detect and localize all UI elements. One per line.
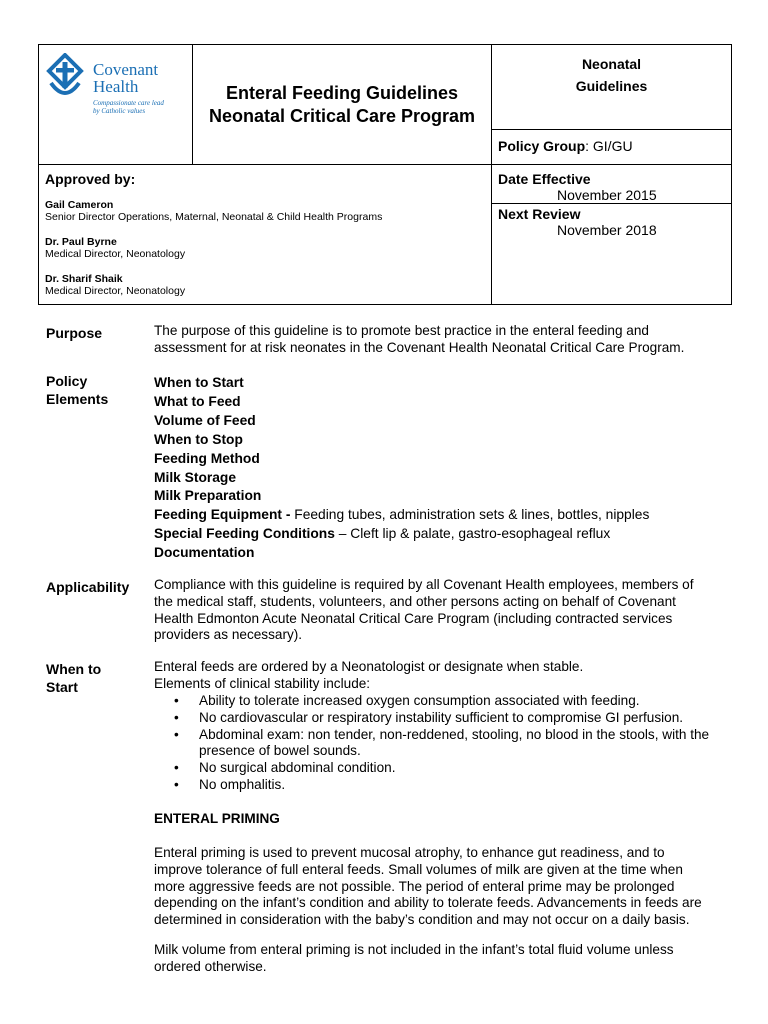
approver-3 bbox=[45, 273, 491, 297]
approved-by-cell bbox=[39, 165, 492, 305]
approved-by-label: Approved by: bbox=[45, 171, 136, 187]
applicability-text bbox=[154, 577, 724, 644]
date-effective-value: November 2015 bbox=[557, 187, 657, 203]
approver-name: Dr. Paul Byrne bbox=[45, 236, 117, 248]
text-line: Enteral priming is used to prevent mucosal atrophy, to enhance gut readiness, and to bbox=[154, 845, 665, 860]
policy-elements-label bbox=[46, 372, 108, 408]
label-line: Policy bbox=[46, 373, 88, 389]
category-line-1: Neonatal bbox=[581, 56, 642, 72]
policy-group-value: : GI/GU bbox=[585, 138, 633, 154]
policy-element-item: Documentation bbox=[154, 545, 255, 561]
applicability-label: Applicability bbox=[46, 579, 130, 595]
policy-element-item: When to Stop bbox=[154, 431, 243, 447]
text-line: providers as necessary). bbox=[154, 627, 303, 643]
enteral-priming-paragraph bbox=[154, 845, 724, 929]
approver-name: Dr. Sharif Shaik bbox=[45, 273, 123, 285]
policy-element-item: Feeding Method bbox=[154, 450, 260, 466]
policy-element-item: Volume of Feed bbox=[154, 412, 256, 428]
text-line: Compliance with this guideline is required by all Covenant Health employees, members of bbox=[154, 577, 694, 592]
list-item: • Ability to tolerate increased oxygen consumption associated with feeding. bbox=[174, 693, 640, 708]
approver-name: Gail Cameron bbox=[45, 199, 114, 211]
covenant-health-logo-icon bbox=[45, 53, 85, 105]
policy-elements-list bbox=[154, 374, 724, 563]
policy-element-item: Special Feeding Conditions – Cleft lip & palate, gastro-esophageal reflux bbox=[154, 526, 611, 542]
policy-element-item: Feeding Equipment - Feeding tubes, administration sets & lines, bottles, nipples bbox=[154, 507, 650, 523]
list-item: • No surgical abdominal condition. bbox=[174, 760, 396, 776]
milk-volume-paragraph bbox=[154, 942, 724, 976]
label-line: Start bbox=[46, 679, 78, 695]
text-line: Enteral feeds are ordered by a Neonatologist or designate when stable. bbox=[154, 659, 584, 674]
text-line: assessment for at risk neonates in the Covenant Health Neonatal Critical Care Program. bbox=[154, 339, 685, 355]
when-to-start-label bbox=[46, 660, 101, 696]
document-title-line-2: Neonatal Critical Care Program bbox=[208, 105, 476, 126]
next-review-label: Next Review bbox=[498, 206, 581, 222]
document-title-line-1: Enteral Feeding Guidelines bbox=[225, 82, 459, 103]
approver-title: Senior Director Operations, Maternal, Neonatal & Child Health Programs bbox=[45, 211, 383, 223]
label-line: When to bbox=[46, 661, 102, 677]
text-line: the medical staff, students, volunteers, and other persons acting on behalf of Covenant bbox=[154, 593, 676, 609]
policy-group-label: Policy Group bbox=[498, 138, 586, 154]
policy-element-item: When to Start bbox=[154, 375, 244, 390]
category-line-2: Guidelines bbox=[575, 78, 648, 94]
policy-element-item: What to Feed bbox=[154, 393, 241, 409]
next-review-value: November 2018 bbox=[557, 222, 657, 238]
approver-title: Medical Director, Neonatology bbox=[45, 248, 186, 260]
logo-name-2: Health bbox=[93, 77, 139, 96]
text-line: ordered otherwise. bbox=[154, 958, 267, 974]
list-item: • No cardiovascular or respiratory instability sufficient to compromise GI perfusion. bbox=[174, 709, 684, 725]
text-line: more aggressive feeds are not possible. The period of enteral prime may be prolonged bbox=[154, 878, 675, 894]
list-item: • No omphalitis. bbox=[174, 776, 286, 792]
logo-cell bbox=[39, 45, 193, 165]
approver-title: Medical Director, Neonatology bbox=[45, 285, 186, 297]
next-review-cell bbox=[492, 204, 732, 305]
logo-tagline-1: Compassionate care lead bbox=[93, 99, 164, 107]
policy-element-item: Milk Preparation bbox=[154, 488, 262, 504]
approver-1 bbox=[45, 199, 491, 223]
text-line: depending on the infant’s condition and ability to tolerate feeds. Advancements in feeds are bbox=[154, 895, 702, 911]
purpose-text bbox=[154, 323, 724, 357]
policy-group-cell bbox=[492, 130, 732, 165]
logo-name: Covenant bbox=[93, 60, 159, 79]
text-line: Health Edmonton Acute Neonatal Critical Care Program (including contracted services bbox=[154, 610, 673, 626]
policy-header-table bbox=[38, 44, 732, 305]
enteral-priming-heading: ENTERAL PRIMING bbox=[154, 811, 280, 826]
purpose-label: Purpose bbox=[46, 325, 103, 341]
approver-2 bbox=[45, 236, 491, 260]
category-cell bbox=[492, 45, 732, 130]
list-item: • Abdominal exam: non tender, non-reddened, stooling, no blood in the stools, with the presence of bowel sounds. bbox=[174, 726, 710, 759]
text-line: Milk volume from enteral priming is not included in the infant’s total fluid volume unless bbox=[154, 942, 674, 957]
text-line: improve tolerance of full enteral feeds. Small volumes of milk are given at the time when bbox=[154, 861, 683, 877]
logo-tagline-2: by Catholic values bbox=[93, 107, 146, 115]
title-cell bbox=[193, 45, 492, 165]
policy-element-item: Milk Storage bbox=[154, 469, 237, 485]
text-line: Elements of clinical stability include: bbox=[154, 675, 371, 691]
clinical-stability-list bbox=[154, 693, 724, 794]
date-effective-label: Date Effective bbox=[498, 171, 591, 187]
text-line: determined in consideration with the baby’s condition and may not occur on a daily basis. bbox=[154, 912, 690, 928]
text-line: The purpose of this guideline is to promote best practice in the enteral feeding and bbox=[154, 323, 649, 338]
when-to-start-intro bbox=[154, 659, 724, 693]
date-effective-cell bbox=[492, 165, 732, 204]
label-line: Elements bbox=[46, 391, 109, 407]
